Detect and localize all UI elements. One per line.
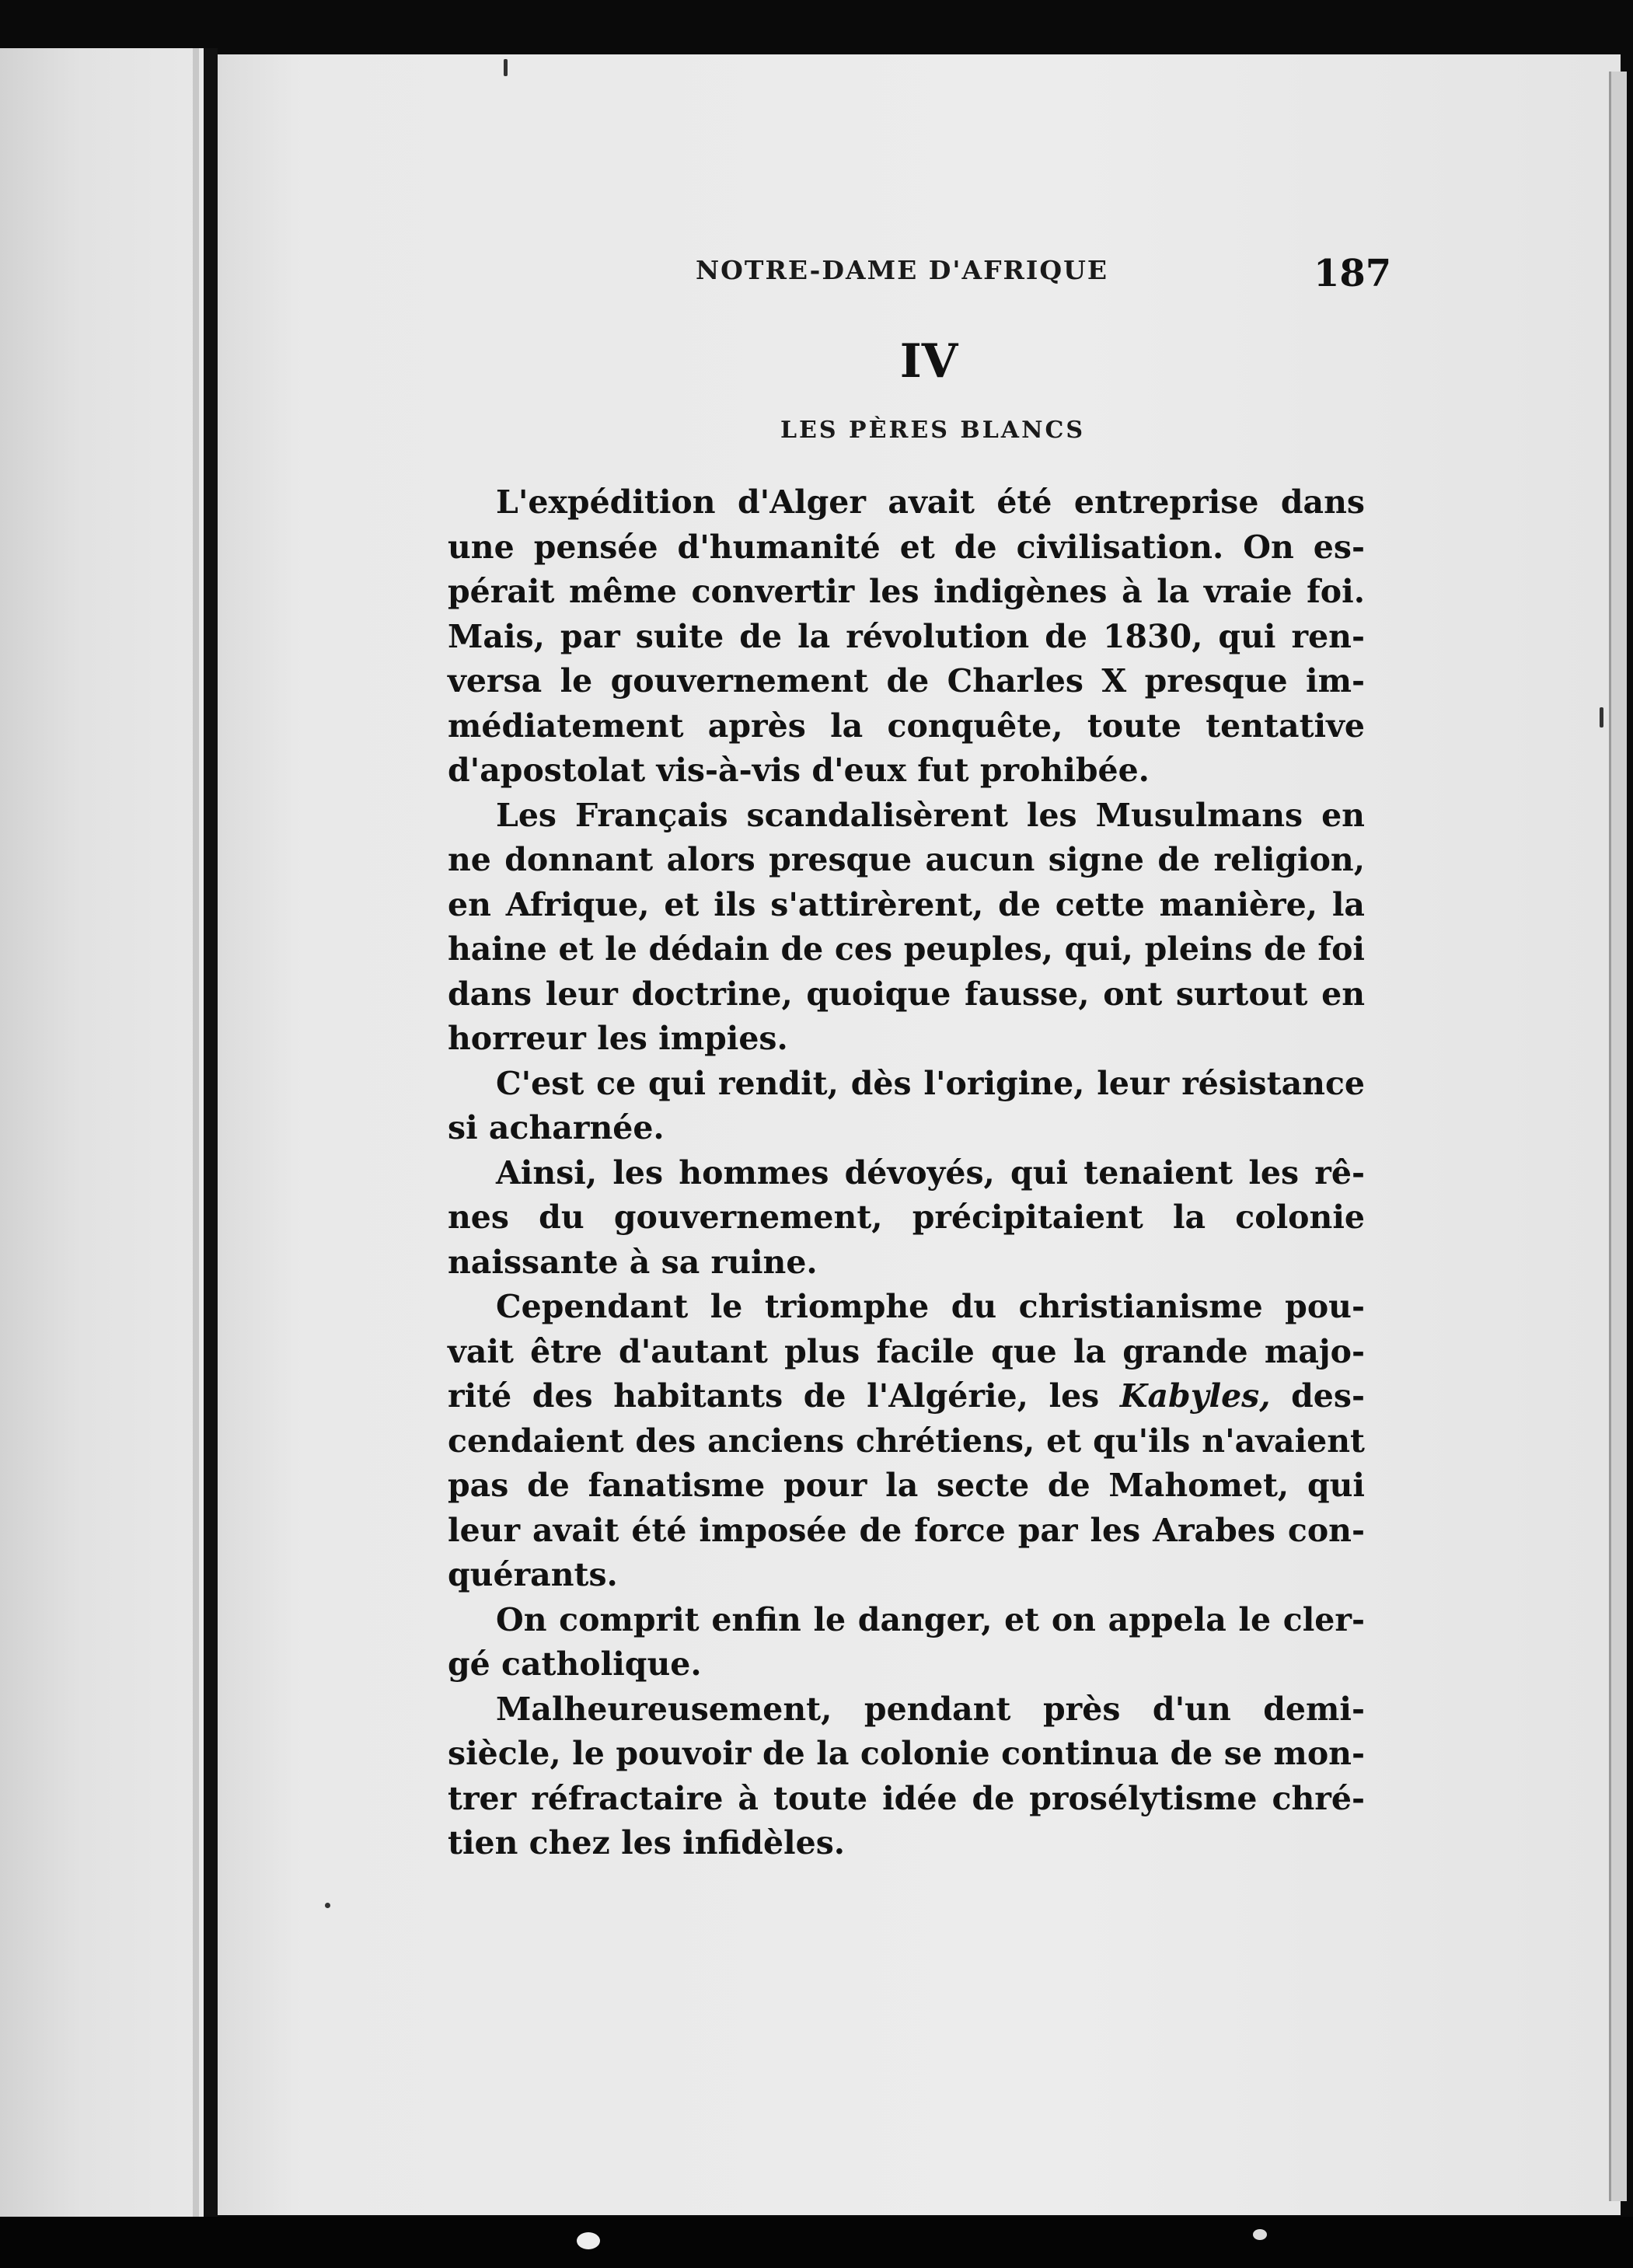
text-line: quérants. — [448, 1556, 618, 1593]
scan-speck — [1253, 2229, 1267, 2240]
paragraph — [448, 1598, 1365, 1687]
chapter-number: IV — [899, 334, 958, 389]
text-line: Cependant le triomphe du christianisme pou- — [496, 1288, 1365, 1325]
paragraph — [448, 1062, 1365, 1151]
text-line: Malheureusement, pendant près d'un demi- — [496, 1690, 1365, 1728]
text-line: cendaient des anciens chrétiens, et qu'ils n'avaient — [448, 1422, 1365, 1460]
text-line: médiatement après la conquête, toute tentative — [448, 707, 1365, 745]
text-line: Mais, par suite de la révolution de 1830, qui ren- — [448, 617, 1365, 655]
page-number: 187 — [1314, 252, 1392, 295]
text-line: trer réfractaire à toute idée de prosélytisme chré- — [448, 1779, 1365, 1817]
text-line: C'est ce qui rendit, dès l'origine, leur résistance — [496, 1064, 1365, 1102]
paragraph — [448, 1285, 1365, 1598]
right-page-edge — [1609, 72, 1627, 2201]
text-line: On comprit enfin le danger, et on appela le cler- — [496, 1600, 1365, 1638]
running-head: NOTRE-DAME D'AFRIQUE — [696, 255, 1109, 285]
text-line: ne donnant alors presque aucun signe de religion, — [448, 841, 1365, 878]
text-line: L'expédition d'Alger avait été entreprise dans — [496, 483, 1365, 521]
bottom-border — [0, 2217, 1633, 2268]
body-text — [448, 480, 1365, 1866]
text-line: gé catholique. — [448, 1645, 702, 1683]
text-line: pérait même convertir les indigènes à la vraie foi. — [448, 573, 1365, 610]
italic-word: Kabyles, — [1119, 1377, 1271, 1415]
chapter-title: LES PÈRES BLANCS — [780, 417, 1086, 444]
text-line: versa le gouvernement de Charles X presque im- — [448, 662, 1365, 700]
paragraph — [448, 480, 1365, 794]
text-line: horreur les impies. — [448, 1020, 788, 1057]
text-line: d'apostolat vis-à-vis d'eux fut prohibée. — [448, 752, 1150, 789]
text-fragment: des- — [1270, 1377, 1365, 1415]
text-line: leur avait été imposée de force par les Arabes con- — [448, 1511, 1365, 1549]
text-line: une pensée d'humanité et de civilisation. On es- — [448, 528, 1365, 566]
scan-speck — [504, 59, 508, 76]
text-line: naissante à sa ruine. — [448, 1243, 818, 1281]
left-facing-page — [0, 48, 204, 2217]
text-line: vait être d'autant plus facile que la grande majo- — [448, 1332, 1365, 1370]
text-line: nes du gouvernement, précipitaient la colonie — [448, 1199, 1365, 1236]
scan-speck — [325, 1903, 330, 1908]
text-line: pas de fanatisme pour la secte de Mahomet, qui — [448, 1467, 1365, 1504]
text-line: Ainsi, les hommes dévoyés, qui tenaient les rê- — [496, 1153, 1365, 1192]
scan-speck — [577, 2232, 600, 2249]
text-fragment: rité des habitants de l'Algérie, les — [448, 1377, 1120, 1415]
text-line: en Afrique, et ils s'attirèrent, de cette manière, la — [448, 885, 1365, 923]
paragraph — [448, 1687, 1365, 1866]
text-line: Les Français scandalisèrent les Musulmans en — [496, 796, 1365, 834]
text-line: siècle, le pouvoir de la colonie continua de se mon- — [448, 1735, 1365, 1772]
book-gutter — [204, 48, 218, 2224]
text-line: si acharnée. — [448, 1109, 665, 1146]
text-line: dans leur doctrine, quoique fausse, ont surtout en — [448, 975, 1365, 1013]
text-line — [448, 1374, 1365, 1419]
text-line: tien chez les infidèles. — [448, 1824, 846, 1862]
paragraph — [448, 1151, 1365, 1286]
left-page-edge — [193, 48, 199, 2217]
scan-speck — [1600, 707, 1603, 728]
text-line: haine et le dédain de ces peuples, qui, pleins de foi — [448, 930, 1365, 968]
paragraph — [448, 794, 1365, 1062]
